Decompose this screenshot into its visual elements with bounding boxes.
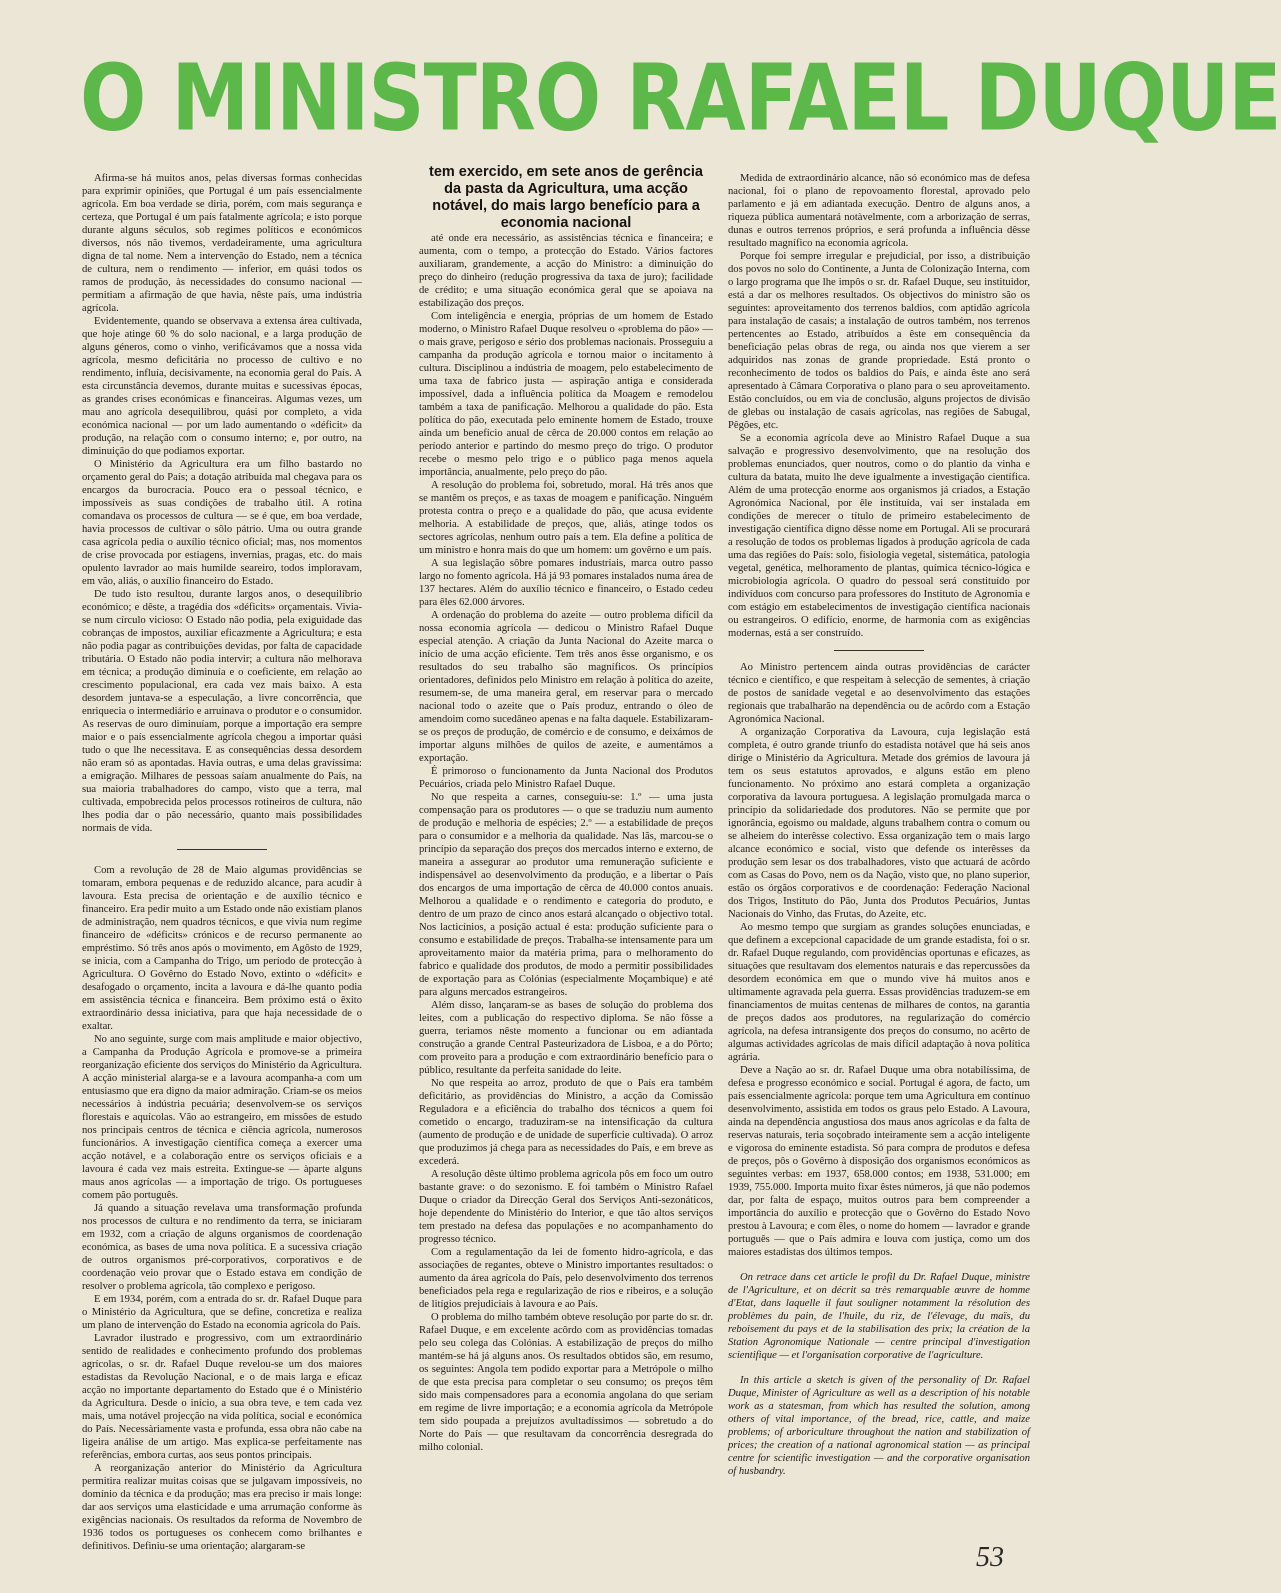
- paragraph: O problema do milho também obteve resolução por parte do sr. dr. Rafael Duque, e em excelente acôrdo com as providências tomadas pelo seu colega das Colónias. A estabilização de preços do milho mantém-se há já alguns anos. Os resultados obtidos são, em resumo, os seguintes: Angola tem podido exportar para a Metrópole o milho de que esta precisa para completar o seu consumo; os preços têm sido mais compensadores para a economia angolana do que seriam em regime de livre importação; e a economia agrícola da Metrópole tem sido poupada a prejuízos avultadíssimos — sobretudo a do Norte do País — que resultavam da concorrência desregrada do milho colonial.: [419, 1312, 713, 1453]
- paragraph: Deve a Nação ao sr. dr. Rafael Duque uma obra notabilíssima, de defesa e progresso económico e social. Portugal é agora, de facto, um país essencialmente agrícola: porque tem uma Agricultura em contínuo desenvolvimento, assistida em todos os graus pelo Estado. A Lavoura, ainda na dependência angustiosa dos maus anos agrícolas e da falta de reservas naturais, teria soçobrado inteiramente sem a acção inteligente e vigorosa do eminente estadista. Só para compra de produtos e defesa de preços, pôs o Govêrno à disposição dos organismos económicos as seguintes verbas: em 1937, 658.000 contos; em 1938, 531.000; em 1939, 755.000. Importa muito fixar êstes números, já que não podemos dar, por falta de espaço, muitos outros para bem compreender a importância do auxílio e protecção que o Govêrno do Estado Novo prestou à Lavoura; e com êles, o nome do homem — lavrador e grande português — que o País admira e louva com justiça, como um dos maiores estadistas dos últimos tempos.: [728, 1065, 1030, 1258]
- paragraph: até onde era necessário, as assistências técnica e financeira; e aumenta, com o tempo, a protecção do Estado. Vários factores auxiliaram, grandemente, a acção do Ministro: a diminuição do preço do dinheiro (redução progressiva da taxa de juro); facilidade de crédito; e uma situação económica geral que se apoiava na estabilização dos preços.: [419, 233, 713, 309]
- paragraph: A sua legislação sôbre pomares industriais, marca outro passo largo no fomento agrícola. Há já 93 pomares instalados numa área de 137 hectares. Além do auxílio técnico e financeiro, o Estado cedeu para êles 62.000 árvores.: [419, 558, 713, 608]
- paragraph: A organização Corporativa da Lavoura, cuja legislação está completa, é outro grande triunfo do estadista notável que há seis anos dirige o Ministério da Agricultura. Metade dos grémios de lavoura já tem os seus estatutos aprovados, e alguns estão em pleno funcionamento. No próximo ano estará completa a organização corporativa da lavoura portuguesa. A legislação promulgada marca o princípio da solidariedade dos produtores. Não se permite que por ignorância, egoismo ou maldade, alguns trabalhem contra o comum ou se alheiem do interêsse colectivo. Essa organização tem o mais largo alcance económico e social, visto que defende os interêsses da produção sem lesar os dos trabalhadores, visto que actuará de acôrdo com as Casas do Povo, nem os da Nação, visto que, no plano superior, estão os órgãos corporativos e de coordenação: Federação Nacional dos Trigos, Instituto do Pão, Junta dos Produtos Pecuários, Juntas Nacionais do Vinho, das Frutas, do Azeite, etc.: [728, 727, 1030, 920]
- paragraph: Medida de extraordinário alcance, não só económico mas de defesa nacional, foi o plano de repovoamento florestal, aprovado pelo parlamento e já em adiantada execução. Dentro de alguns anos, a riqueza pública aumentará notàvelmente, com a arborização de serras, dunas e outros terrenos próprios, e será profunda a influência dêsse resultado magnífico na economia agrícola.: [728, 173, 1030, 249]
- paragraph: No que respeita a carnes, conseguiu-se: 1.º — uma justa compensação para os produtores — o que se traduziu num aumento de produção e melhoria de espécies; 2.º — a estabilidade de preços para o consumidor e a melhoria da qualidade. Nas lãs, marcou-se o princípio da separação dos preços dos mercados interno e externo, de maneira a assegurar ao produtor uma remuneração suficiente e indispensável ao desenvolvimento da produção, e a libertar o País dos encargos de uma importação de cêrca de 40.000 contos anuais. Melhorou a qualidade e o rendimento e categoria do produto, e dentro de um prazo de cinco anos estará alcançado o objectivo total. Nos lacticínios, a posição actual é esta: produção suficiente para o consumo e estabilidade de preços. Trabalha-se intensamente para um aproveitamento maior da matéria prima, para o melhoramento do fabrico e qualidade dos produtos, de modo a permitir possibilidades de exportação para as Colónias (especialmente Moçambique) e até para alguns mercados estrangeiros.: [419, 792, 713, 998]
- paragraph: No que respeita ao arroz, produto de que o País era também deficitário, as providências do Ministro, a acção da Comissão Reguladora e a eficiência do trabalho dos técnicos a quem foi cometido o encargo, traduziram-se na intensificação da cultura (aumento de produção e de unidade de superfície cultivada). O arroz que produzimos já chega para as necessidades do País, e em breve as excederá.: [419, 1078, 713, 1167]
- paragraph: Se a economia agrícola deve ao Ministro Rafael Duque a sua salvação e progressivo desenvolvimento, que na resolução dos problemas enunciados, quer noutros, como o do plantio da vinha e cultura da batata, muito lhe deve igualmente a investigação científica. Além de uma protecção enorme aos organismos já criados, a Estação Agronómica Nacional, por êle instituída, vai ser instalada em condições de merecer o título de primeiro estabelecimento de investigação científica digno dêsse nome em Portugal. Ali se procurará a resolução de todos os problemas ligados à produção agrícola de cada uma das regiões do País: solo, fisiologia vegetal, sistemática, patologia vegetal, genética, melhoramento de plantas, química técnico-lógica e microbiologia agrícola. O quadro do pessoal será constituído por indivíduos com concurso para professores do Instituto de Agronomia e com estágio em estabelecimentos de investigação científica nacionais ou estrangeiros. O edifício, enorme, de harmonia com as exigências modernas, está a ser construído.: [728, 433, 1030, 639]
- summary-french: On retrace dans cet article le profil du Dr. Rafael Duque, ministre de l'Agriculture, et on décrit sa très remarquable œuvre de homme d'Etat, dans laquelle il faut souligner notamment la résolution des problèmes du pain, de l'huile, du riz, de l'élevage, du maïs, du reboisement du pays et de la stabilisation des prix; la création de la Station Agronomique Nationale — centre principal d'investigation scientifique — et l'organisation corporative de l'agriculture.: [728, 1272, 1030, 1361]
- paragraph: Ao Ministro pertencem ainda outras providências de carácter técnico e científico, e que respeitam à selecção de sementes, à criação de postos de sanidade vegetal e ao desenvolvimento das estações regionais que trabalharão na dependência ou de acôrdo com a Estação Agronómica Nacional.: [728, 662, 1030, 725]
- paragraph: Já quando a situação revelava uma transformação profunda nos processos de cultura e no rendimento da terra, se iniciaram em 1932, com a criação de alguns organismos de coordenação económica, as bases de uma nova política. E a sucessiva criação de outros organismos pré-corporativos, corporativos e de coordenação veio provar que o Estado estava em condição de resolver o problema agrícola, tão complexo e perigoso.: [82, 1203, 362, 1292]
- paragraph: Com inteligência e energia, próprias de um homem de Estado moderno, o Ministro Rafael Duque resolveu o «problema do pão» — o mais grave, perigoso e sério dos problemas nacionais. Prosseguiu a campanha da produção agrícola e tornou maior o incitamento à cultura. Disciplinou a indústria de moagem, pelo estabelecimento de uma taxa de fabrico justa — aspiração antiga e considerada impossível, dada a influência política da Moagem e remodelou também a taxa de panificação. Melhorou a qualidade do pão. Esta política do pão, executada pelo eminente homem de Estado, trouxe ainda um benefício anual de cêrca de 20.000 contos em relação ao período anterior e partindo do mesmo preço do trigo. O produtor recebe o mesmo pelo trigo e o público paga menos aquela importância, anualmente, pelo preço do pão.: [419, 311, 713, 478]
- article-column-1: [82, 172, 362, 1552]
- article-column-2: [419, 164, 713, 1504]
- article-column-3: [728, 172, 1030, 1512]
- paragraph: Além disso, lançaram-se as bases de solução do problema dos leites, com a publicação do respectivo diploma. Se não fôsse a guerra, teriamos nêste momento a funcionar ou em adiantada construção a grande Central Pasteurizadora de Lisboa, e a do Pôrto; com proveito para a produção e com extraordinário benefício para o público, resultante da perfeita sanidade do leite.: [419, 1000, 713, 1076]
- paragraph: Com a revolução de 28 de Maio algumas providências se tomaram, embora pequenas e de reduzido alcance, para acudir à lavoura. Esta precisa de orientação e de auxílio técnico e financeiro. Era pedir muito a um Estado onde não existiam planos de administração, nem quadros técnicos, e que vivia num regime financeiro de «déficits» crónicos e de recurso permanente ao empréstimo. Só três anos após o movimento, em Agôsto de 1929, se inicia, com a Campanha do Trigo, um período de protecção à Agricultura. O Govêrno do Estado Novo, extinto o «déficit» e desafogado o orçamento, incita a lavoura e dá-lhe quanto podia em assistência técnica e financeira. Bem próximo está o êxito extraordinário dessa iniciativa, para que haja necessidade de o exaltar.: [82, 865, 362, 1032]
- paragraph: Ao mesmo tempo que surgiam as grandes soluções enunciadas, e que definem a excepcional capacidade de um grande estadista, foi o sr. dr. Rafael Duque regulando, com providências oportunas e eficazes, as situações que resultavam dos elementos naturais e das repercussões da desordem económica em que o mundo vive há muitos anos e ultimamente agravada pela guerra. Essas providências traduzem-se em financiamentos de muitas centenas de milhares de contos, na garantia de preços dados aos produtores, na regularização do comércio agrícola, na defesa intransigente dos preços do consumo, no acêrto de algumas actividades agrícolas de mais difícil adaptação à nova política agrária.: [728, 922, 1030, 1063]
- section-divider: [834, 650, 924, 651]
- headline: O MINISTRO RAFAEL DUQUE: [80, 45, 1281, 153]
- paragraph: Porque foi sempre irregular e prejudicial, por isso, a distribuição dos povos no solo do Continente, a Junta de Colonização Interna, com o largo programa que lhe impôs o sr. dr. Rafael Duque, seu instituidor, está a dar os melhores resultados. Os objectivos do ministro são os seguintes: aproveitamento dos terrenos baldios, com aptidão agrícola para instalação de casais; a instalação de outros também, nos terrenos pertencentes ao Estado, atribuídos a êste em consequência da beneficiação pelas obras de rega, ou ainda nos que vierem a ser adquiridos nas zonas de grande propriedade. Está pronto o reconhecimento de todos os baldios do País, e ainda êste ano será apresentado à Câmara Corporativa o plano para o seu aproveitamento. Estão concluídos, ou em via de conclusão, alguns projectos de divisão de glebas ou instalação de casais agrícolas, nas regiões de Sabugal, Pêgões, etc.: [728, 251, 1030, 431]
- paragraph: É primoroso o funcionamento da Junta Nacional dos Produtos Pecuários, criada pelo Ministro Rafael Duque.: [419, 766, 713, 790]
- paragraph: No ano seguinte, surge com mais amplitude e maior objectivo, a Campanha da Produção Agrícola e promove-se a primeira reorganização eficiente dos serviços do Ministério da Agricultura. A acção ministerial alarga-se e a lavoura acompanha-a com um entusiasmo que era digno da maior admiração. Criam-se os meios necessários à indústria pecuária; desenvolvem-se os serviços florestais e aquícolas. Vão ao estrangeiro, em missões de estudo nos principais centros de técnica e ciência agrícola, numerosos funcionários. A investigação científica começa a exercer uma acção notável, e a colaboração entre os serviços oficiais e a lavoura é cada vez mais estreita. Extingue-se — àparte alguns maus anos agrícolas — a importação de trigo. Os portugueses comem pão português.: [82, 1034, 362, 1201]
- paragraph: A resolução do problema foi, sobretudo, moral. Há três anos que se mantêm os preços, e as taxas de moagem e panificação. Ninguém protesta contra o preço e a qualidade do pão, que acusa evidente melhoria. A estabilidade de preços, que, aliás, atinge todos os sectores agrícolas, nenhum outro país a tem. Ela define a política de um ministro e honra mais do que um homem: um govêrno e um país.: [419, 480, 713, 556]
- paragraph: A reorganização anterior do Ministério da Agricultura permitira realizar muitas coisas que se julgavam impossíveis, no domínio da técnica e da produção; mas era preciso ir mais longe: dar aos serviços uma elasticidade e uma arrumação conforme às exigências nacionais. Os resultados da reforma de Novembro de 1936 todos os portugueses os conhecem como brilhantes e definitivos. Definiu-se uma orientação; alargaram-se: [82, 1463, 362, 1552]
- paragraph: Evidentemente, quando se observava a extensa área cultivada, que hoje atinge 60 % do solo nacional, e a larga produção de alguns géneros, como o vinho, verificávamos que a nossa vida agrícola, mesmo deficitária no processo de cultivo e no rendimento, influía, decisivamente, na economia geral do País. A esta circunstância devemos, durante muitas e sucessivas épocas, as grandes crises económicas e financeiras. Algumas vezes, um mau ano agrícola desequilibrou, quási por completo, a vida económica nacional — por um lado aumentando o «déficit» da produção, na relação com o consumo interno; e, por outro, na diminuição do que podiamos exportar.: [82, 316, 362, 457]
- paragraph: De tudo isto resultou, durante largos anos, o desequilíbrio económico; e dêste, a tragédia dos «déficits» orçamentais. Vivia-se num círculo vicioso: O Estado não podia, pela exiguidade das cobranças de impostos, auxiliar eficazmente a Agricultura; e esta não podia pagar as contribuições devidas, por falta de capacidade tributária. O Estado não podia intervir; a cultura não melhorava em técnica; a produção diminuía e o coeficiente, em relação ao crescimento populacional, era cada vez mais baixo. A esta desordem juntava-se a especulação, a livre concorrência, que enriquecia o intermediário e arruinava o produtor e o consumidor. As reservas de ouro diminuíam, porque a importação era sempre maior e o país essencialmente agrícola chegou a importar quási tudo o que lhe necessitava. E as consequências dessa desordem não eram só as apontadas. Havia outras, e uma delas gravíssima: a emigração. Milhares de pessoas saíam anualmente do País, na sua maioria trabalhadores do campo, visto que a terra, mal cultivada, empobrecida pelos processos rotineiros de cultura, não lhes podia dar o pão necessário, quanto mais possibilidades normais de vida.: [82, 589, 362, 834]
- paragraph: A resolução dêste último problema agrícola pôs em foco um outro bastante grave: o do sezonismo. E foi também o Ministro Rafael Duque o criador da Direcção Geral dos Serviços Anti-sezonáticos, hoje dependente do Ministério do Interior, e que tão altos serviços tem prestado na defesa das populações e no acompanhamento do progresso técnico.: [419, 1169, 713, 1245]
- subheadline: tem exercido, em sete anos de gerência da pasta da Agricultura, uma acção notável, do mais largo benefício para a economia nacional: [428, 164, 703, 231]
- page-number: 53: [976, 1542, 1004, 1573]
- paragraph: Afirma-se há muitos anos, pelas diversas formas conhecidas para exprimir opiniões, que Portugal é um país essencialmente agrícola. Em boa verdade se diria, porém, com mais segurança e certeza, que Portugal é um país fatalmente agrícola; e isto porque durante alguns séculos, sob regimes políticos e económicos diversos, nós não tivemos, verdadeiramente, uma agricultura digna de tal nome. Nem a intervenção do Estado, nem a técnica de cultura, nem o rendimento — inferior, em quási todos os ramos de produção, às necessidades do consumo nacional — permitiam a afirmação de que havia, nêste país, uma indústria agrícola.: [82, 173, 362, 314]
- paragraph: A ordenação do problema do azeite — outro problema difícil da nossa economia agrícola — dedicou o Ministro Rafael Duque especial atenção. A criação da Junta Nacional do Azeite marca o início de uma acção eficiente. Tem três anos êsse organismo, e os resultados do seu trabalho são magníficos. Os princípios orientadores, definidos pelo Ministro em relação à política do azeite, resumem-se, de uma maneira geral, em reservar para o mercado nacional todo o azeite que o País produz, entrando o óleo de amendoim como sucedâneo apenas e na falta daquele. Estabilizaram-se os preços de produção, de comércio e de consumo, e deixámos de importar alguns milhões de quilos de azeite, e aumentámos a exportação.: [419, 610, 713, 764]
- section-divider: [177, 849, 267, 850]
- summary-english: In this article a sketch is given of the personality of Dr. Rafael Duque, Minister of Agriculture as well as a description of his notable work as a statesman, from which has resulted the solution, among others of vital importance, of the bread, rice, cattle, and maize problems; of arboriculture throughout the nation and stabilization of prices; the creation of a national agronomical station — as principal centre for scientific investigation — and the corporative organisation of husbandry.: [728, 1375, 1030, 1477]
- paragraph: Lavrador ilustrado e progressivo, com um extraordinário sentido de realidades e conhecimento profundo dos problemas agrícolas, o sr. dr. Rafael Duque revelou-se um dos maiores estadistas da Revolução Nacional, e o de mais larga e eficaz acção no importante departamento do Estado que é o Ministério da Agricultura. Desde o início, a sua obra teve, e tem cada vez mais, uma notável projecção na vida política, social e económica do País. Necessàriamente vasta e profunda, essa obra não cabe na ligeira análise de um artigo. Mas explica-se perfeitamente nas referências, embora curtas, aos seus pontos principais.: [82, 1333, 362, 1461]
- paragraph: Com a regulamentação da lei de fomento hidro-agrícola, e das associações de regantes, obteve o Ministro importantes resultados: o aumento da área agrícola do País, pelo desenvolvimento dos terrenos beneficiados pela rega e regularização de rios e ribeiros, e a solução de litígios prejudiciais à lavoura e ao País.: [419, 1247, 713, 1310]
- paragraph: E em 1934, porém, com a entrada do sr. dr. Rafael Duque para o Ministério da Agricultura, que se define, concretiza e realiza um plano de intervenção do Estado na economia agrícola do País.: [82, 1294, 362, 1331]
- paragraph: O Ministério da Agricultura era um filho bastardo no orçamento geral do País; a dotação atribuída mal chegava para os encargos da burocracia. Pouco era o pessoal técnico, e impossíveis as suas condições de trabalho útil. A rotina comandava os processos de cultura — se é que, em boa verdade, havia processos de cultivar o sôlo pátrio. Uma ou outra grande casa agrícola pedia o auxílio técnico oficial; mas, nos momentos de crise provocada por estiagens, invernias, pragas, etc. do mais opulento lavrador ao mais humilde seareiro, todos imploravam, em vão, aliás, o auxílio financeiro do Estado.: [82, 459, 362, 587]
